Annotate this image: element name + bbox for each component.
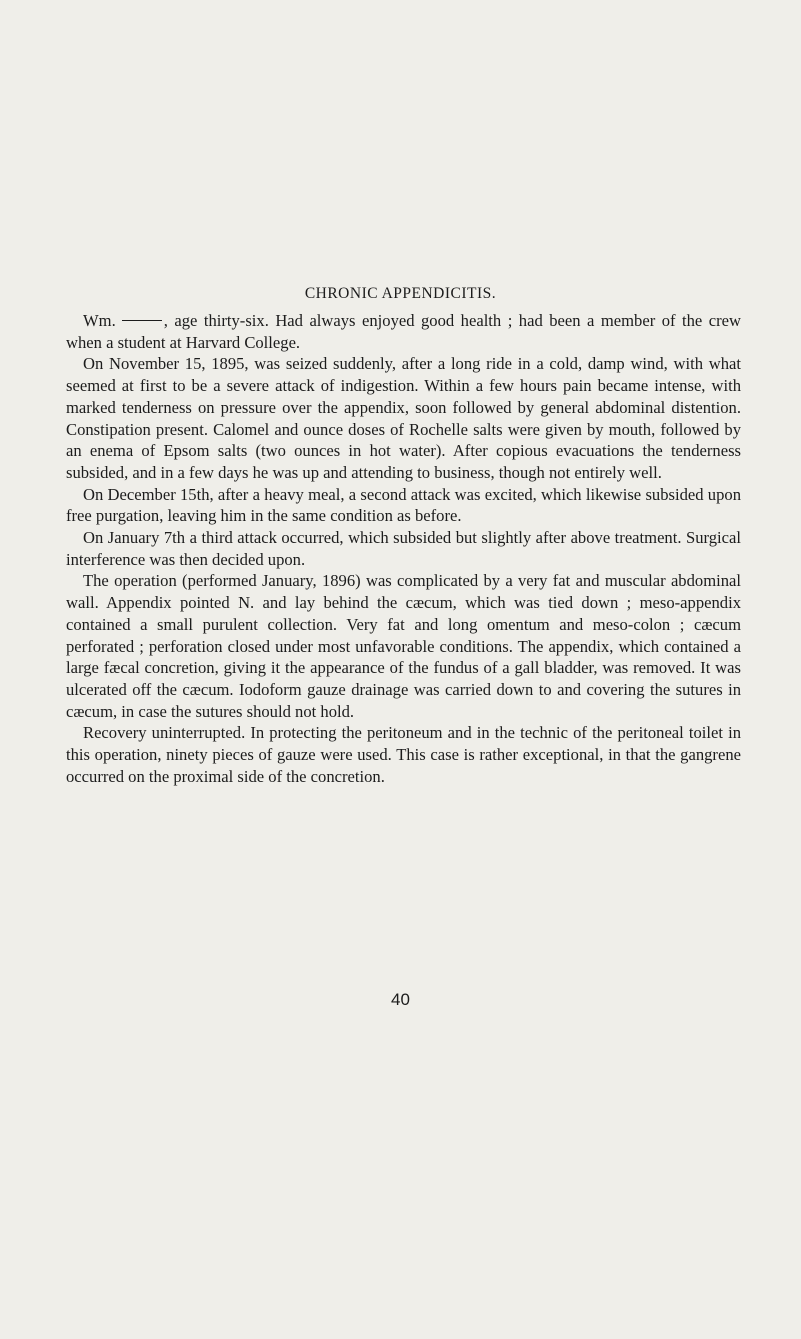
opening-paragraph [66, 310, 741, 353]
paragraph: On January 7th a third attack occurred, which subsided but slightly after above treatment. Surgical interference was then decided upon. [66, 528, 741, 569]
page-title: CHRONIC APPENDICITIS. [304, 285, 497, 302]
paragraph: The operation (performed January, 1896) was complicated by a very fat and muscular abdominal wall. Appendix pointed N. and lay behind the cæcum, which was tied down ; meso-appendix contained a small purulent collection. Very fat and long omentum and meso-colon ; cæcum perforated ; perforation closed under most unfavorable conditions. The appendix, which contained a large fæcal concretion, giving it the appearance of the fundus of a gall bladder, was removed. It was ulcerated off the cæcum. Iodoform gauze drainage was carried down to and covering the sutures in cæcum, in case the sutures should not hold. [66, 571, 741, 721]
paragraph: On November 15, 1895, was seized suddenly, after a long ride in a cold, damp wind, with what seemed at first to be a severe attack of indigestion. Within a few hours pain became intense, with marked tenderness on pressure over the appendix, soon followed by general abdominal distention. Constipation present. Calomel and ounce doses of Rochelle salts were given by mouth, followed by an enema of Epsom salts (two ounces in hot water). After copious evacuations the tenderness subsided, and in a few days he was up and attending to business, though not entirely well. [66, 354, 741, 482]
paragraph: Recovery uninterrupted. In protecting the peritoneum and in the technic of the peritoneal toilet in this operation, ninety pieces of gauze were used. This case is rather exceptional, in that the gangrene occurred on the proximal side of the concretion. [66, 723, 741, 786]
opening-text: , age thirty-six. Had always enjoyed good health ; had been a member of the crew when a student at Harvard College. [66, 311, 741, 352]
document-body [66, 310, 741, 787]
paragraph: On December 15th, after a heavy meal, a second attack was excited, which likewise subsided upon free purgation, leaving him in the same condition as before. [66, 484, 741, 526]
patient-name: Wm. [83, 311, 116, 330]
redaction-dash [122, 320, 162, 321]
page-number: 40 [391, 990, 410, 1009]
